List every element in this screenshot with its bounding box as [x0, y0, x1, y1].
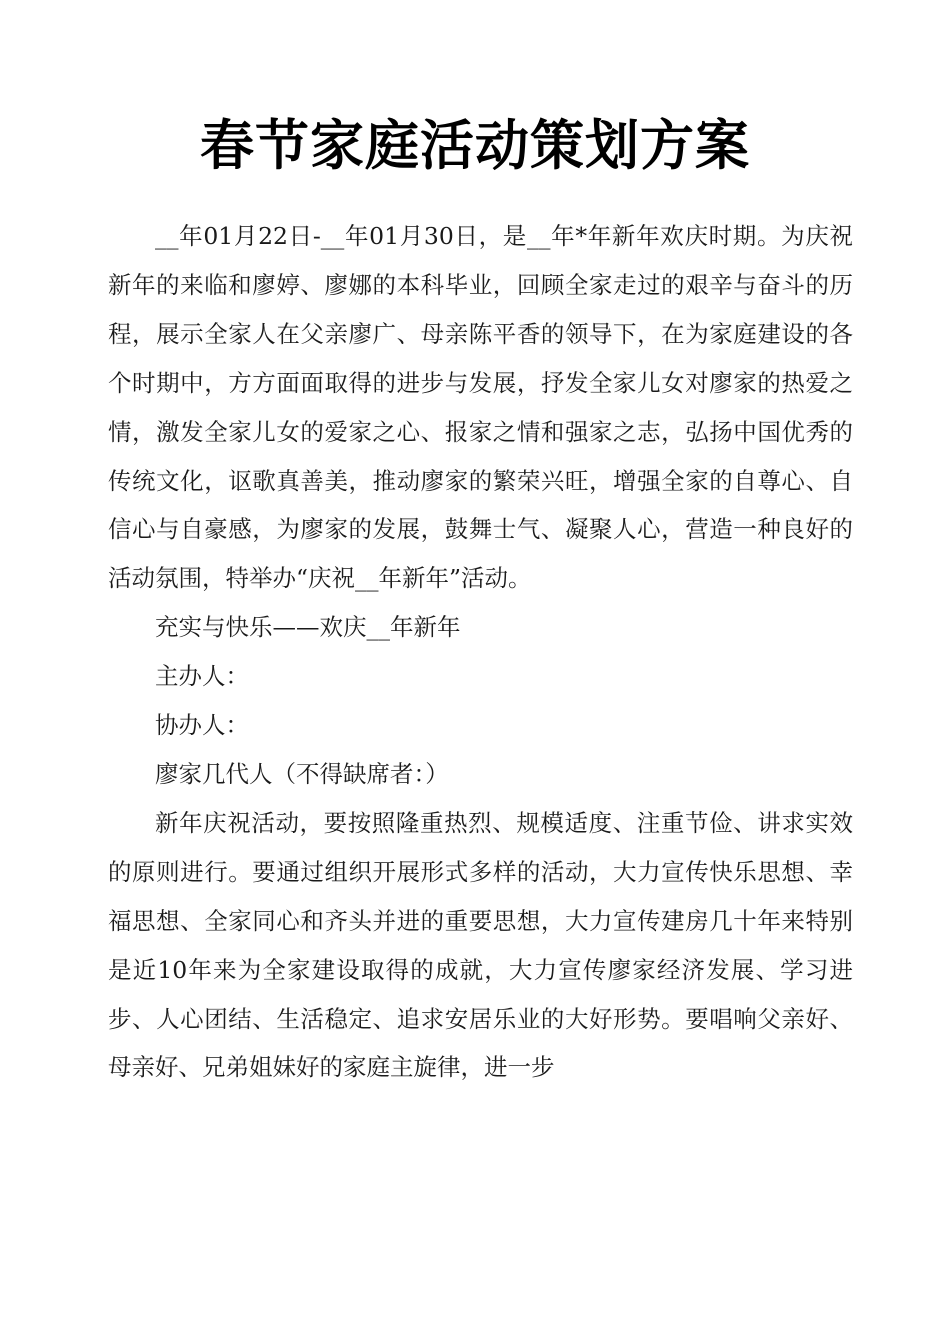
document-body	[108, 212, 853, 1092]
document-title: 春节家庭活动策划方案	[200, 114, 750, 178]
paragraph-participants: 廖家几代人（不得缺席者：）	[155, 759, 449, 788]
paragraph-intro: __年01月22日-__年01月30日，是__年*年新年欢庆时期。为庆祝新年的来临和廖婷、廖娜的本科毕业，回顾全家走过的艰辛与奋斗的历程，展示全家人在父亲廖广、母亲陈平香的领导下，在为家庭建设的各个时期中，方方面面取得的进步与发展，抒发全家儿女对廖家的热爱之情，激发全家儿女的爱家之心、报家之情和强家之志，弘扬中国优秀的传统文化，讴歌真善美，推动廖家的繁荣兴旺，增强全家的自尊心、自信心与自豪感，为廖家的发展，鼓舞士气、凝聚人心，营造一种良好的活动氛围，特举办“庆祝__年新年”活动。	[108, 222, 853, 593]
paragraph-cohost: 协办人：	[155, 711, 249, 740]
paragraph-principles: 新年庆祝活动，要按照隆重热烈、规模适度、注重节俭、讲求实效的原则进行。要通过组织开展形式多样的活动，大力宣传快乐思想、幸福思想、全家同心和齐头并进的重要思想，大力宣传建房几十年来特别是近10年来为全家建设取得的成就，大力宣传廖家经济发展、学习进步、人心团结、生活稳定、追求安居乐业的大好形势。要唱响父亲好、母亲好、兄弟姐妹好的家庭主旋律，进一步	[108, 808, 853, 1082]
paragraph-theme: 充实与快乐——欢庆__年新年	[155, 613, 461, 642]
paragraph-host: 主办人：	[155, 662, 249, 691]
